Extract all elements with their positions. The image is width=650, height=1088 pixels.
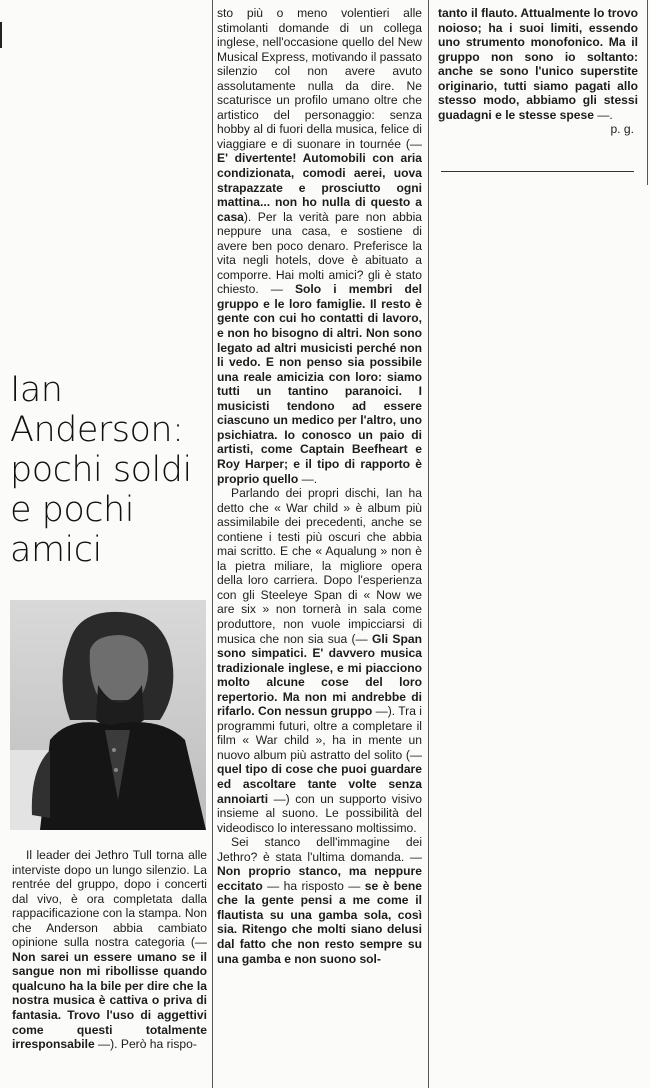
article-end-rule — [441, 171, 634, 172]
quote-bold: se è bene che la gente pensi a me come il flautista su una gamba sola, così sia. Ritengo che molti siano delusi dal fatto che non resto sempre su una gamba e non suono sol- — [217, 878, 422, 966]
headline-line: pochi soldi — [10, 450, 192, 490]
portrait-photo — [10, 600, 206, 830]
text-run: —) con un supporto visivo insieme al suono. Le possibilità del videodisco lo interessano moltissimo. — [217, 791, 422, 835]
text-run: Sei stanco dell'immagine dei Jethro? è stata l'ultima domanda. — — [217, 835, 422, 864]
quote-bold: E' divertente! Automobili con aria condizionata, comodi aerei, uova strapazzate e prosciutto ogni mattina... non ho nulla di questo a casa — [217, 151, 422, 224]
paragraph — [217, 486, 422, 835]
column-edge-mark — [0, 22, 6, 48]
article-headline — [10, 370, 210, 570]
column-rule — [428, 0, 429, 1088]
text-run: —). Tra i programmi futuri, oltre a completare il film « War child », ha in mente un nuovo album più astratto del solito (— — [217, 704, 422, 762]
quote-bold: quel tipo di cose che puoi guardare ed ascoltare tante volte senza annoiarti — [217, 762, 422, 806]
quote-bold: Non sarei un essere umano se il sangue non mi ribollisse quando qualcuno ha la bile per dire che la nostra musica è cattiva o priva di fantasia. Trovo l'uso di aggettivi come questi totalmente irresponsabile — [12, 949, 207, 1052]
text-run: —). Però ha rispo- — [94, 1037, 197, 1052]
headline-line: Ian — [10, 370, 63, 410]
author-signature: p. g. — [610, 122, 634, 137]
headline-line: Anderson: — [10, 410, 184, 450]
paragraph — [438, 6, 638, 122]
quote-bold: Gli Span sono simpatici. E' davvero musica tradizionale inglese, e mi piacciono molto alcune cose del loro repertorio. Ma non mi andrebbe di rifarlo. Con nessun gruppo — [217, 631, 422, 719]
quote-bold: Solo i membri del gruppo e le loro famiglie. Il resto è gente con cui ho contatti di lavoro, e non ho bisogno di altri. Non sono legato ad altri musicisti perché non li vedo. E non penso sia possibile una reale amicizia con loro: siamo tutti un tantino paranoici. I musicisti tendono ad essere ciascuno un medico per l'altro, uno psichiatra. Io conosco un paio di artisti, come Captain Beefheart e Roy Harper; e il tipo di rapporto è proprio quello — [217, 282, 422, 486]
text-run: ). Per la verità pare non abbia neppure una casa, e sostiene di avere ben poco denaro. Preferisce la vita negli hotels, dove è abituato a comporre. Hai molti amici? gli è stato chiesto. — — [217, 209, 422, 297]
text-run: —. — [593, 107, 613, 122]
text-run: Il leader dei Jethro Tull torna alle interviste dopo un lungo silenzio. La rentrée del gruppo, dopo i concerti dal vivo, è ora completata dalla rappacificazione con la stampa. Non che Anderson abbia cambiato opinione sulla nostra categoria (— — [12, 848, 207, 950]
paragraph — [217, 6, 422, 486]
headline-line: amici — [10, 530, 102, 570]
quote-bold: Non proprio stanco, ma neppure eccitato — [217, 864, 422, 893]
text-run: Parlando dei propri dischi, Ian ha detto che « War child » è album più assimilabile dei precedenti, anche se contiene i testi più oscuri che abbia mai scritto. E che « Aqualung » non è la pietra miliare, la migliore opera della loro carriera. Dopo l'esperienza con gli Steeleye Span di « Now we are six » non tornerà in sala come produttore, non vuole impicciarsi di musica che non sia sua (— — [217, 486, 422, 646]
text-run: —. — [298, 471, 318, 486]
column-rule — [212, 0, 213, 1088]
paragraph — [12, 848, 207, 1052]
paragraph — [217, 835, 422, 966]
text-run: — ha risposto — — [262, 878, 365, 893]
text-run: sto più o meno volentieri alle stimolanti domande di un collega inglese, nell'occasione quello del New Musical Express, motivando il passato silenzio col non avere avuto assolutamente nulla da dire. Ne scaturisce un profilo umano oltre che artistico del personaggio: senza hobby al di fuori della musica, felice di viaggiare e di suonare in tournée (— — [217, 6, 423, 151]
article-column-1 — [12, 848, 207, 1052]
headline-line: e pochi — [10, 490, 134, 530]
article-column-2 — [217, 6, 422, 966]
column-rule — [647, 0, 648, 185]
article-column-3 — [438, 6, 638, 137]
quote-bold: tanto il flauto. Attualmente lo trovo noioso; ha i suoi limiti, essendo uno strumento monofonico. Ma il gruppo non sono io soltanto: anche se sono l'unico superstite originario, tutti siamo pagati allo stesso modo, abbiamo gli stessi guadagni e le stesse spese — [438, 6, 638, 122]
portrait-photo-icon — [10, 600, 206, 830]
